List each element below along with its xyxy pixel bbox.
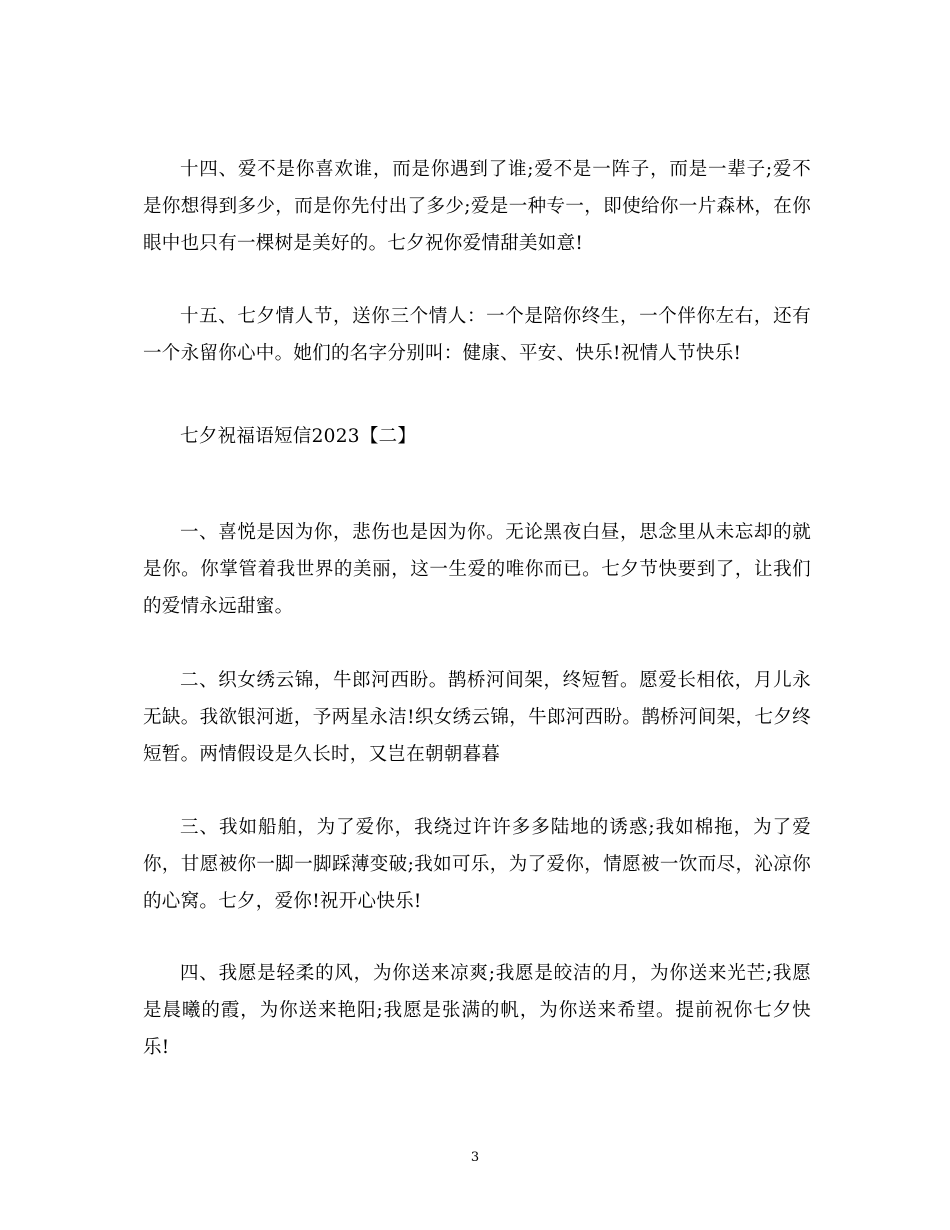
section-heading: 七夕祝福语短信2023【二】 (180, 426, 417, 447)
paragraph-four: 四、我愿是轻柔的风，为你送来凉爽;我愿是皎洁的月，为你送来光芒;我愿是晨曦的霞，为你送来艳阳;我愿是张满的帆，为你送来希望。提前祝你七夕快乐! (143, 963, 811, 1058)
paragraph-three: 三、我如船舶，为了爱你，我绕过许许多多陆地的诱惑;我如棉拖，为了爱你，甘愿被你一脚一脚踩薄变破;我如可乐，为了爱你，情愿被一饮而尽，沁凉你的心窝。七夕，爱你!祝开心快乐! (143, 817, 811, 912)
paragraph-fourteen: 十四、爱不是你喜欢谁，而是你遇到了谁;爱不是一阵子，而是一辈子;爱不是你想得到多少，而是你先付出了多少;爱是一种专一，即使给你一片森林，在你眼中也只有一棵树是美好的。七夕祝你爱情甜美如意! (143, 159, 811, 254)
paragraph-fifteen: 十五、七夕情人节，送你三个情人：一个是陪你终生，一个伴你左右，还有一个永留你心中。她们的名字分别叫：健康、平安、快乐!祝情人节快乐! (143, 306, 811, 364)
paragraph-one: 一、喜悦是因为你，悲伤也是因为你。无论黑夜白昼，思念里从未忘却的就是你。你掌管着我世界的美丽，这一生爱的唯你而已。七夕节快要到了，让我们的爱情永远甜蜜。 (143, 522, 811, 617)
page-number: 3 (470, 1150, 480, 1165)
paragraph-two: 二、织女绣云锦，牛郎河西盼。鹊桥河间架，终短暂。愿爱长相依，月儿永无缺。我欲银河逝，予两星永洁!织女绣云锦，牛郎河西盼。鹊桥河间架，七夕终短暂。两情假设是久长时，又岂在朝朝暮暮 (143, 670, 811, 765)
